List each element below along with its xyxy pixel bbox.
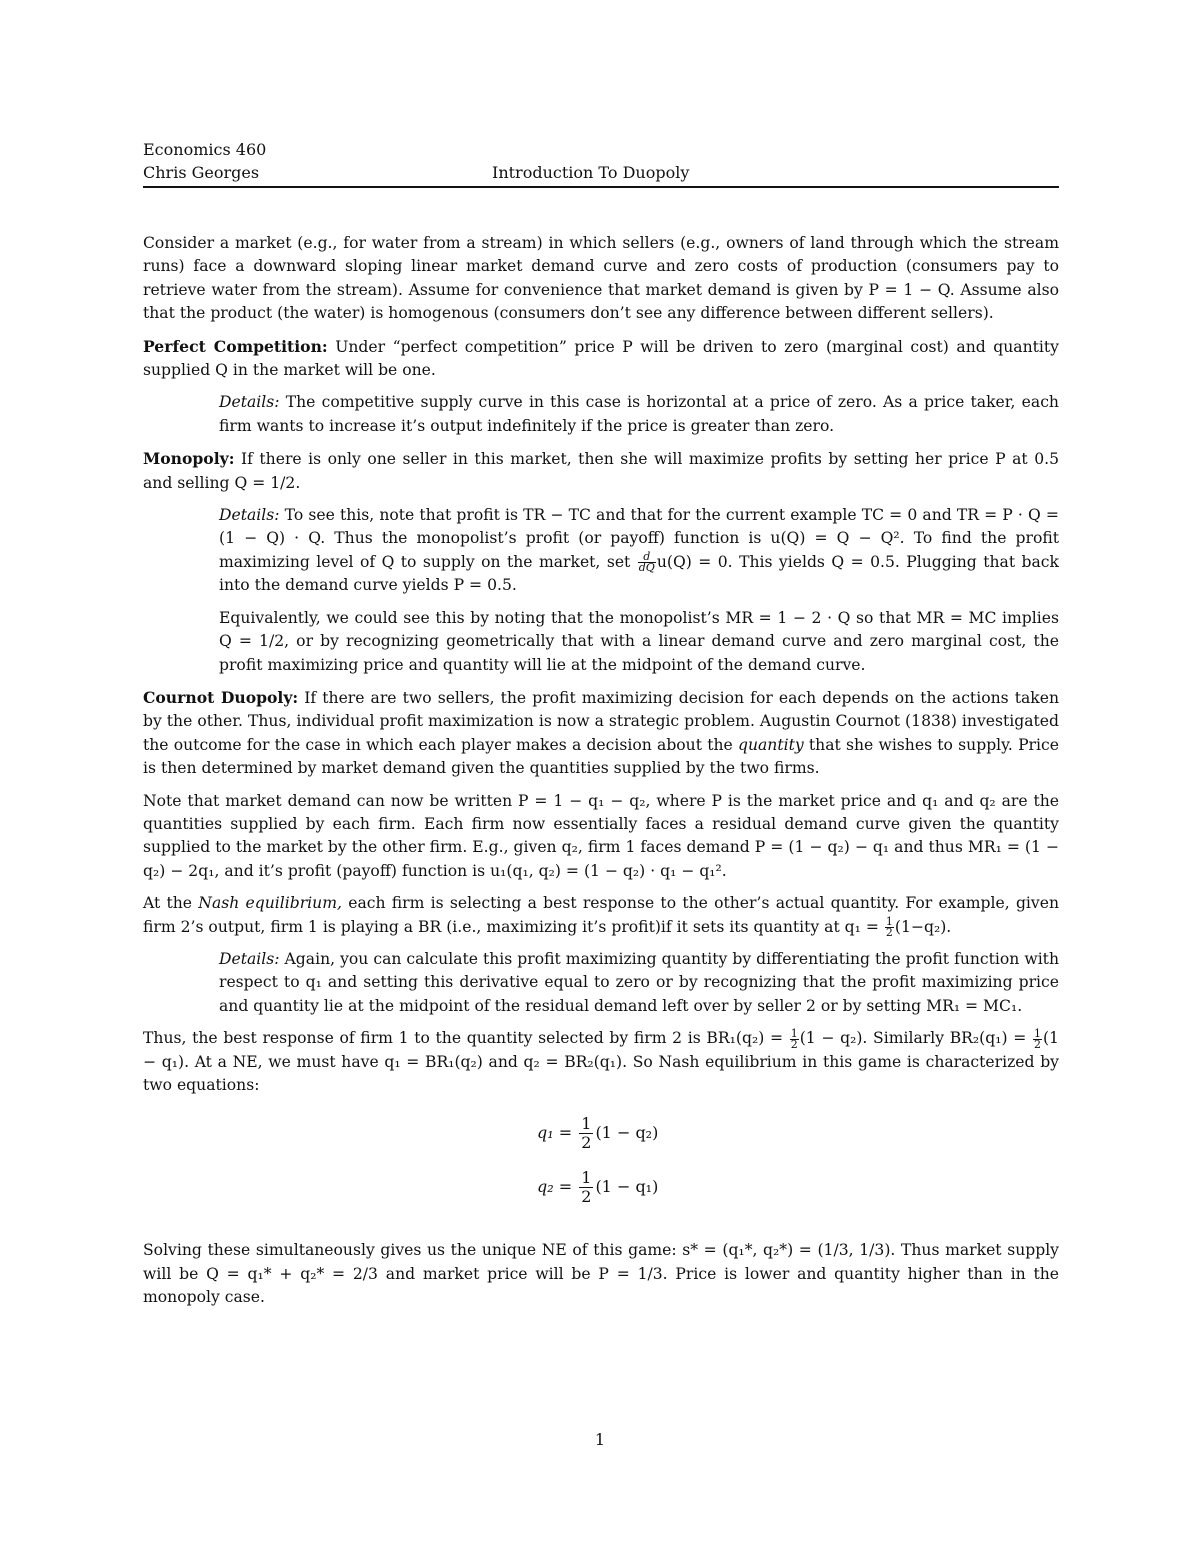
duopoly-demand-paragraph: Note that market demand can now be written P = 1 − q₁ − q₂, where P is the market price and q₁ and q₂ are the quantities supplied by each firm. Each firm now essentially faces a residual demand curve given the quantity supplied to the market by the other firm. E.g., given q₂, firm 1 faces demand P = (1 − q₂) − q₁ and thus MR₁ = (1 − q₂) − 2q₁, and it’s profit (payoff) function is u₁(q₁, q₂) = (1 − q₂) · q₁ − q₁². xyxy=(143,791,1059,880)
perfect-competition-paragraph xyxy=(143,335,1059,383)
details-label: Details: xyxy=(219,949,280,968)
cournot-paragraph: Cournot Duopoly: If there are two sellers, the profit maximizing decision for each depends on the actions taken by the other. Thus, individual profit maximization is now a strategic problem. Augustin Cournot (1838) investigated the outcome for the case in which each player makes a decision about the quantity that she wishes to supply. Price is then determined by market demand given the quantities supplied by the two firms. xyxy=(143,687,1059,778)
monopoly-equivalence: Equivalently, we could see this by noting that the monopolist’s MR = 1 − 2 · Q so that MR = MC implies Q = 1/2, or by recognizing geometrically that with a linear demand curve and zero marginal cost, the profit maximizing price and quantity will lie at the midpoint of the demand curve. xyxy=(219,608,1059,674)
monopoly-details: Details: To see this, note that profit is TR − TC and that for the current example TC = 0 and TR = P · Q = (1 − Q) · Q. Thus the monopolist’s profit (or payoff) function is u(Q) = Q − Q². To find the profit maximizing level of Q to supply on the market, set $\frac{d}{dQ}$ u(Q) = 0. This yields Q = 0.5. Plugging that back into the demand curve yields P = 0.5. xyxy=(219,506,1059,595)
derivative-fraction: $\frac{d}{dQ}$ xyxy=(638,550,655,575)
document-body xyxy=(143,232,1059,1310)
perfect-competition-heading: Perfect Competition: xyxy=(143,336,328,356)
document-page xyxy=(143,138,1059,1319)
header-rule xyxy=(143,186,1059,188)
details-label: Details: xyxy=(219,506,280,525)
half-fraction: $\frac{1}{2}$ xyxy=(885,915,893,940)
page-number: 1 xyxy=(594,1430,606,1449)
details-label: Details: xyxy=(219,393,280,412)
header xyxy=(143,138,1059,188)
nash-paragraph: At the Nash equilibrium, each firm is selecting a best response to the other’s actual quantity. For example, given firm 2’s output, firm 1 is playing a BR (i.e., maximizing it’s profit)if it sets its quantity at q₁ = $\frac{1}{2}$ (1−q₂). xyxy=(143,894,1060,940)
monopoly-paragraph: Monopoly: If there is only one seller in this market, then she will maximize profits by setting her price P at 0.5 and selling Q = 1/2. xyxy=(143,449,1059,492)
document-title: Introduction To Duopoly xyxy=(492,163,690,182)
perfect-competition-details: Details: The competitive supply curve in this case is horizontal at a price of zero. As a price taker, each firm wants to increase it’s output indefinitely if the price is greater than zero. xyxy=(219,393,1059,435)
monopoly-heading: Monopoly: xyxy=(143,449,235,469)
intro-paragraph: Consider a market (e.g., for water from a stream) in which sellers (e.g., owners of land through which the stream runs) face a downward sloping linear market demand curve and zero costs of production (consumers pay to retrieve water from the stream). Assume for convenience that market demand is given by P = 1 − Q. Assume also that the product (the water) is homogenous (consumers don’t see any difference between different sellers). xyxy=(143,234,1059,323)
equation-1: q₁ = $\frac{1}{2}$ (1 − q₂) xyxy=(537,1114,659,1153)
solution-paragraph: Solving these simultaneously gives us the unique NE of this game: s* = (q₁*, q₂*) = (1/3, 1/3). Thus market supply will be Q = q₁* + q₂* = 2/3 and market price will be P = 1/3. Price is lower and quantity higher than in the monopoly case. xyxy=(143,1241,1059,1307)
course-name: Economics 460 xyxy=(143,140,267,159)
equation-2: q₂ = $\frac{1}{2}$ (1 − q₁) xyxy=(537,1168,659,1207)
perfect-competition-text: Under “perfect competition” price P will be driven to zero (marginal cost) and quantity supplied Q in the market will be one. xyxy=(143,337,1059,380)
cournot-details: Details: Again, you can calculate this profit maximizing quantity by differentiating the profit function with respect to q₁ and setting this derivative equal to zero or by recognizing that the profit maximizing price and quantity lie at the midpoint of the residual demand left over by seller 2 or by setting MR₁ = MC₁. xyxy=(219,949,1059,1015)
equation-system xyxy=(143,1115,1059,1223)
half-fraction: $\frac{1}{2}$ xyxy=(1033,1026,1041,1051)
half-fraction: $\frac{1}{2}$ xyxy=(790,1026,798,1051)
best-response-paragraph: Thus, the best response of firm 1 to the quantity selected by firm 2 is BR₁(q₂) = $\frac{1}{2}$ (1 − q₂). Similarly BR₂(q₁) = $\frac{1}{2}$ (1 − q₁). At a NE, we must have q₁ = BR₁(q₂) and q₂ = BR₂(q₁). So Nash equilibrium in this game is characterized by two equations: xyxy=(143,1026,1059,1094)
author-name: Chris Georges xyxy=(143,163,260,182)
cournot-heading: Cournot Duopoly: xyxy=(143,687,299,707)
